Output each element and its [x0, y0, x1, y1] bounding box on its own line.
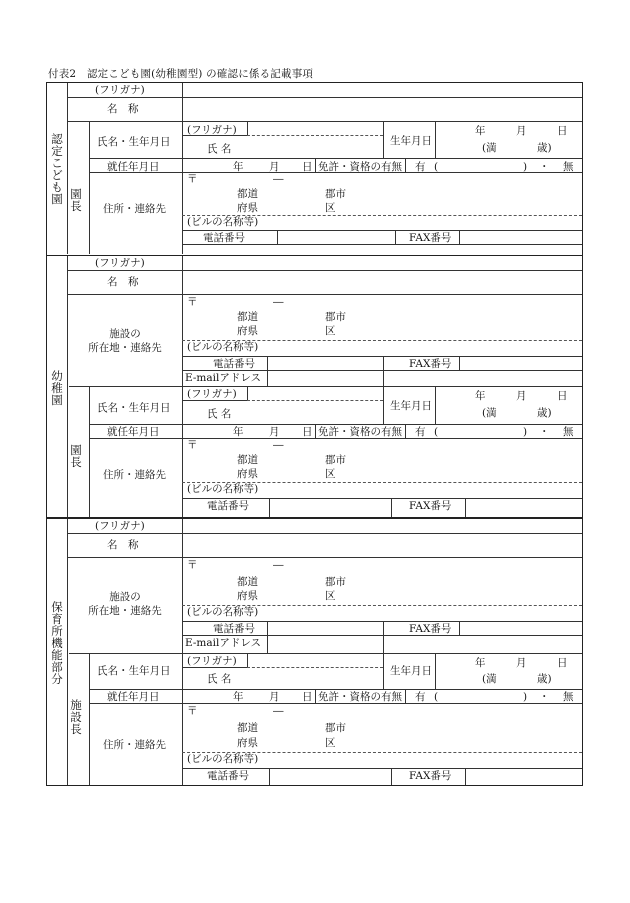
prefecture-label-1: 都道: [237, 311, 258, 323]
phone-label: 電話番号: [213, 623, 255, 635]
fax-label: FAX番号: [409, 500, 452, 512]
month-label: 月: [516, 125, 527, 137]
form-title: 付表2 認定こども園(幼稚園型) の確認に係る記載事項: [48, 68, 314, 80]
principal-label: 園長: [70, 443, 82, 470]
section-label-kindergarten: 幼稚園: [51, 369, 63, 408]
birthdate-label: 生年月日: [390, 135, 432, 147]
year-label: 年: [475, 390, 486, 402]
email-label: E-mailアドレス: [185, 372, 262, 384]
city-label-1: 郡市: [325, 311, 346, 323]
appt-day-label: 日: [302, 426, 313, 438]
appt-month-label: 月: [269, 691, 280, 703]
name-birth-label: 氏名・生年月日: [97, 402, 171, 414]
license-no-label[interactable]: 無: [563, 426, 574, 438]
city-label-1: 郡市: [325, 188, 346, 200]
month-label: 月: [516, 657, 527, 669]
city-label-2: 区: [325, 202, 336, 214]
postal-dash: ―: [273, 559, 284, 571]
name-birth-label: 氏名・生年月日: [97, 665, 171, 677]
director-name-label: 氏 名: [207, 673, 232, 685]
name-label: 名 称: [107, 103, 139, 115]
prefecture-label-1: 都道: [237, 188, 258, 200]
city-label-2: 区: [325, 325, 336, 337]
day-label: 日: [557, 657, 568, 669]
age-close-label: 歳): [537, 407, 552, 419]
postal-dash: ―: [273, 296, 284, 308]
license-separator: ・: [539, 161, 550, 173]
postal-dash: ―: [273, 705, 284, 717]
building-name-label: (ビルの名称等): [187, 341, 259, 353]
day-label: 日: [557, 125, 568, 137]
prefecture-label-2: 府県: [237, 202, 258, 214]
fax-label: FAX番号: [409, 358, 452, 370]
facility-label: 施設の: [109, 328, 141, 340]
license-yes-label[interactable]: 有: [415, 691, 426, 703]
license-label: 免許・資格の有無: [318, 691, 402, 703]
principal-name-label: 氏 名: [207, 408, 232, 420]
license-label: 免許・資格の有無: [318, 426, 402, 438]
appt-year-label: 年: [233, 691, 244, 703]
address-contact-label: 住所・連絡先: [103, 203, 166, 215]
furigana-label: (フリガナ): [95, 84, 145, 96]
license-no-label[interactable]: 無: [563, 161, 574, 173]
year-label: 年: [475, 657, 486, 669]
age-close-label: 歳): [537, 673, 552, 685]
license-paren-open: (: [434, 426, 439, 438]
appointment-date-label: 就任年月日: [107, 161, 160, 173]
city-label-1: 郡市: [325, 454, 346, 466]
furigana-label: (フリガナ): [95, 257, 145, 269]
license-separator: ・: [539, 426, 550, 438]
appt-year-label: 年: [233, 161, 244, 173]
year-label: 年: [475, 125, 486, 137]
prefecture-label-2: 府県: [237, 590, 258, 602]
appt-month-label: 月: [269, 161, 280, 173]
location-contact-label: 所在地・連絡先: [88, 342, 162, 354]
city-label-2: 区: [325, 468, 336, 480]
appointment-date-label: 就任年月日: [107, 691, 160, 703]
city-label-2: 区: [325, 737, 336, 749]
principal-furigana-label: (フリガナ): [187, 124, 237, 136]
section-label-kodomoen: 認定こども園: [51, 132, 63, 207]
age-close-label: 歳): [537, 142, 552, 154]
prefecture-label-1: 都道: [237, 576, 258, 588]
phone-label: 電話番号: [207, 770, 249, 782]
furigana-label: (フリガナ): [95, 520, 145, 532]
postal-mark: 〒: [187, 439, 198, 451]
appointment-date-label: 就任年月日: [107, 426, 160, 438]
phone-label: 電話番号: [207, 500, 249, 512]
appt-day-label: 日: [302, 691, 313, 703]
fax-label: FAX番号: [409, 232, 452, 244]
principal-furigana-label: (フリガナ): [187, 388, 237, 400]
city-label-1: 郡市: [325, 722, 346, 734]
facility-label: 施設の: [109, 591, 141, 603]
appt-year-label: 年: [233, 426, 244, 438]
name-label: 名 称: [107, 276, 139, 288]
day-label: 日: [557, 390, 568, 402]
birthdate-label: 生年月日: [390, 400, 432, 412]
appt-day-label: 日: [302, 161, 313, 173]
name-furigana-field[interactable]: [183, 83, 581, 97]
building-name-label: (ビルの名称等): [187, 606, 259, 618]
location-contact-label: 所在地・連絡先: [88, 605, 162, 617]
city-label-2: 区: [325, 590, 336, 602]
age-open-label: (満: [482, 407, 497, 419]
postal-dash: ―: [273, 173, 284, 185]
license-yes-label[interactable]: 有: [415, 426, 426, 438]
birthdate-label: 生年月日: [390, 665, 432, 677]
name-field[interactable]: [183, 98, 581, 121]
postal-mark: 〒: [187, 559, 198, 571]
prefecture-label-2: 府県: [237, 325, 258, 337]
building-name-label: (ビルの名称等): [187, 483, 259, 495]
age-open-label: (満: [482, 673, 497, 685]
age-open-label: (満: [482, 142, 497, 154]
postal-mark: 〒: [187, 705, 198, 717]
license-paren-close: ): [523, 691, 528, 703]
section-label-nursery: 保育所機能部分: [51, 600, 63, 687]
license-paren-close: ): [523, 426, 528, 438]
fax-label: FAX番号: [409, 623, 452, 635]
city-label-1: 郡市: [325, 576, 346, 588]
email-label: E-mailアドレス: [185, 637, 262, 649]
postal-dash: ―: [273, 439, 284, 451]
building-name-label: (ビルの名称等): [187, 753, 259, 765]
principal-label: 園長: [70, 187, 82, 214]
building-name-label: (ビルの名称等): [187, 216, 259, 228]
license-label: 免許・資格の有無: [318, 161, 402, 173]
appt-month-label: 月: [269, 426, 280, 438]
prefecture-label-2: 府県: [237, 468, 258, 480]
section-kodomoen: [46, 82, 583, 256]
phone-label: 電話番号: [213, 358, 255, 370]
director-furigana-label: (フリガナ): [187, 655, 237, 667]
address-contact-label: 住所・連絡先: [103, 739, 166, 751]
license-paren-open: (: [434, 161, 439, 173]
license-paren-close: ): [523, 161, 528, 173]
license-separator: ・: [539, 691, 550, 703]
postal-mark: 〒: [187, 173, 198, 185]
prefecture-label-1: 都道: [237, 454, 258, 466]
prefecture-label-1: 都道: [237, 722, 258, 734]
name-label: 名 称: [107, 539, 139, 551]
license-paren-open: (: [434, 691, 439, 703]
fax-label: FAX番号: [409, 770, 452, 782]
section-kindergarten: [46, 255, 583, 518]
phone-label: 電話番号: [203, 232, 245, 244]
postal-mark: 〒: [187, 296, 198, 308]
address-contact-label: 住所・連絡先: [103, 469, 166, 481]
name-birth-label: 氏名・生年月日: [97, 136, 171, 148]
prefecture-label-2: 府県: [237, 737, 258, 749]
section-nursery: [46, 518, 583, 786]
month-label: 月: [516, 390, 527, 402]
director-label: 施設長: [70, 698, 82, 737]
license-yes-label[interactable]: 有: [415, 161, 426, 173]
license-no-label[interactable]: 無: [563, 691, 574, 703]
principal-name-label: 氏 名: [207, 143, 232, 155]
